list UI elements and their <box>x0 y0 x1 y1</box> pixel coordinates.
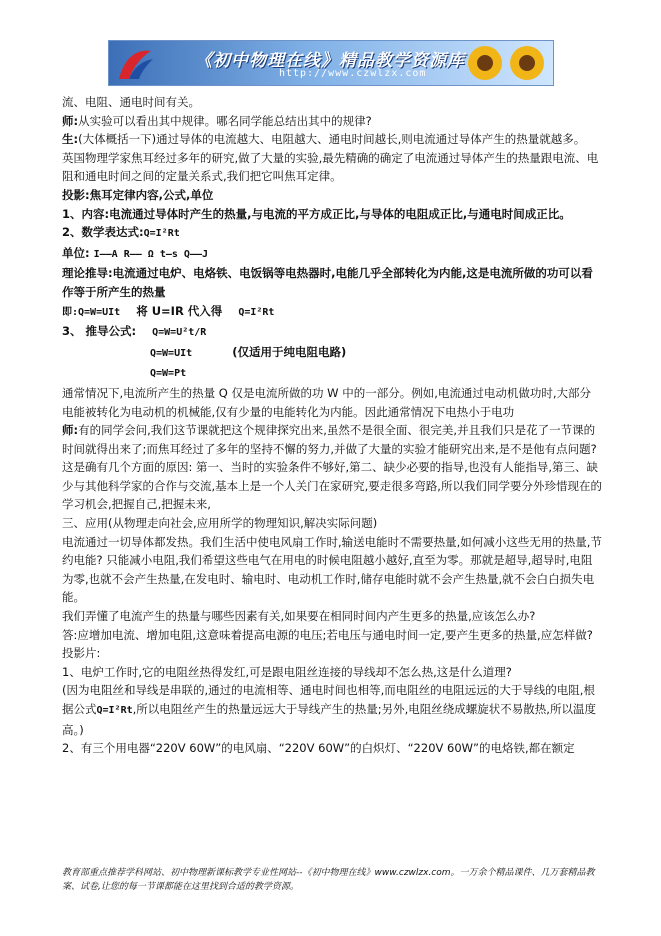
paragraph: 通常情况下,电流所产生的热量 Q 仅是电流所做的功 W 中的一部分。例如,电流通过电动机做功时,大部分电能被转化为电动机的机械能,仅有少量的电能转化为内能。因此通常情况下电热小于电功 <box>62 385 592 419</box>
paragraph: 生:(大体概括一下)通过导体的电流越大、电阻越大、通电时间越长,则电流通过导体产生的热量就越多。 <box>62 132 586 147</box>
paragraph: 1、内容:电流通过导体时产生的热量,与电流的平方成正比,与导体的电阻成正比,与通电时间成正比。 <box>62 206 571 221</box>
speaker-label: 生: <box>62 132 79 147</box>
paragraph: 三、应用(从物理走向社会,应用所学的物理知识,解决实际问题) <box>62 516 378 531</box>
formula: Q=I²Rt <box>143 228 180 240</box>
sunflower-icon <box>465 43 505 83</box>
speaker-label: 师: <box>62 113 79 128</box>
paragraph: 2、有三个用电器“220V 60W”的电风扇、“220V 60W”的白炽灯、“220V 60W”的电烙铁,都在额定 <box>62 741 575 756</box>
speaker-label: 师: <box>62 423 79 438</box>
paragraph: (因为电阻丝和导线是串联的,通过的电流相等、通电时间也相等,而电阻丝的电阻远远的大于导线的电阻,根据公式Q=I²Rt,所以电阻丝产生的热量远远大于导线产生的热量;另外,电阻丝绕成螺旋状不易散热,所以温度高。) <box>62 683 596 737</box>
section-heading: 投影:焦耳定律内容,公式,单位 <box>62 187 214 202</box>
paragraph: 师:从实验可以看出其中规律。哪名同学能总结出其中的规律? <box>62 113 372 128</box>
header-banner <box>108 40 554 86</box>
page-footer: 教育部重点推荐学科网站、初中物理新课标教学专业性网站--《初中物理在线》www.czwlzx.com。一万余个精品课件、几万套精品教案、试卷,让您的每一节课都能在这里找到合适的教学资源。 <box>62 868 595 892</box>
paragraph: 我们弄懂了电流产生的热量与哪些因素有关,如果要在相同时间内产生更多的热量,应该怎么办? <box>62 609 536 624</box>
unit-list: I——A R—— Ω t—s Q——J <box>93 248 209 260</box>
paragraph: 答:应增加电流、增加电阻,这意味着提高电源的电压;若电压与通电时间一定,要产生更多的热量,应怎样做? <box>62 627 593 642</box>
sunflower-icon <box>507 43 547 83</box>
paragraph: 师:有的同学会问,我们这节课就把这个规律探究出来,虽然不是很全面、很完美,并且我们只是花了一节课的时间就得出来了;而焦耳经过了多年的坚持不懈的努力,并做了大量的实验才能研究出来,是不是他有点问题? 这是确有几个方面的原因: 第一、当时的实验条件不够好,第二、缺少必要的指导,也没有人能指导,第三、缺少与其他科学家的合作与交流,基本上是一个人关门在家研究,要走很多弯路,所以我们同学要分外珍惜现在的学习机会,把握自己,把握未来, <box>62 423 602 512</box>
paragraph: 电流通过一切导体都发热。我们生活中使电风扇工作时,输送电能时不需要热量,如何减小这些无用的热量,节约电能? 只能减小电阻,我们希望这些电气在用电的时候电阻越小越好,直至为零。那就是超导,超导时,电阻为零,也就不会产生热量,在发电时、输电时、电动机工作时,储存电能时就不会产生热量,就不会白白损失电能。 <box>62 534 602 605</box>
paragraph: 理论推导:电流通过电炉、电烙铁、电饭锅等电热器时,电能几乎全部转化为内能,这是电流所做的功可以看作等于所产生的热量 <box>62 266 593 299</box>
paragraph: 3、 推导公式: Q=W=U²t/R <box>62 324 207 339</box>
paragraph: 1、电炉工作时,它的电阻丝热得发红,可是跟电阻丝连接的导线却不怎么热,这是什么道理? <box>62 664 512 679</box>
paragraph: 单位: I——A R—— Ω t—s Q——J <box>62 245 209 260</box>
paragraph: 即:Q=W=UIt 将 U=IR 代入得 Q=I²Rt <box>62 303 275 318</box>
paragraph: 流、电阻、通电时间有关。 <box>62 95 200 109</box>
banner-url: http://www.czwlzx.com <box>279 68 427 79</box>
banner-title: 《初中物理在线》精品教学资源库 <box>195 51 465 71</box>
paragraph: 投影片: <box>62 646 101 661</box>
site-logo-icon <box>115 45 155 83</box>
paragraph: Q=W=Pt <box>150 368 187 380</box>
paragraph: 2、数学表达式:Q=I²Rt <box>62 225 180 240</box>
document-body <box>62 93 602 758</box>
paragraph: 英国物理学家焦耳经过多年的研究,做了大量的实验,最先精确的确定了电流通过导体产生的热量跟电流、电阻和通电时间之间的定量关系式,我们把它叫焦耳定律。 <box>62 150 599 184</box>
paragraph: Q=W=UIt (仅适用于纯电阻电路) <box>150 344 347 359</box>
